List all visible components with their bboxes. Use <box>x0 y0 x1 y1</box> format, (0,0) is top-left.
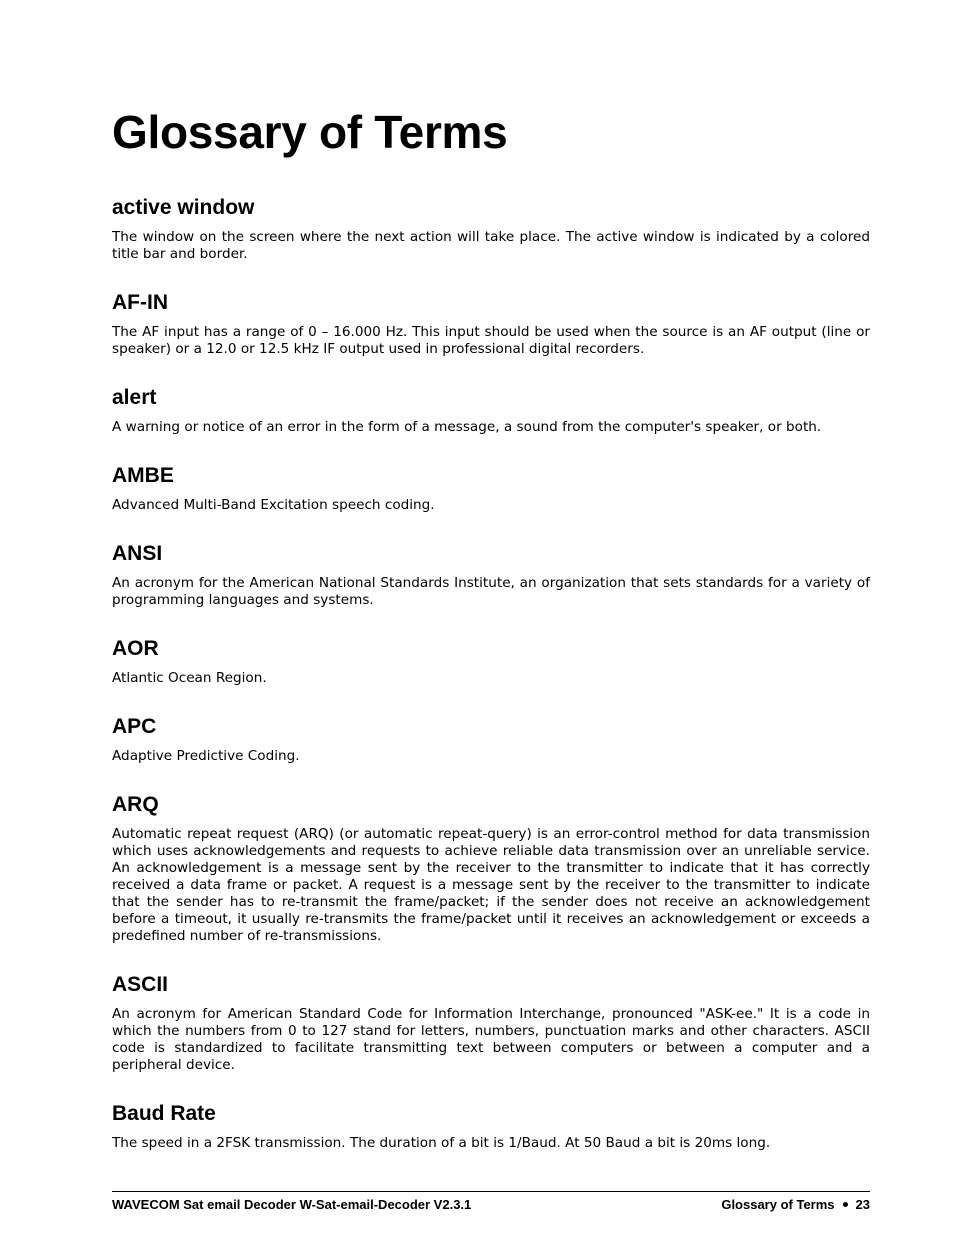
glossary-definition: The window on the screen where the next action will take place. The active window is indicated by a colored title bar and border. <box>112 229 870 262</box>
glossary-definition: An acronym for the American National Standards Institute, an organization that sets standards for a variety of programming languages and systems. <box>112 575 870 608</box>
glossary-entry <box>112 541 870 609</box>
page-number: 23 <box>855 1197 870 1212</box>
footer-section-title: Glossary of Terms <box>721 1197 835 1212</box>
glossary-entry <box>112 463 870 514</box>
glossary-term: AF-IN <box>112 291 168 314</box>
glossary-definition: Adaptive Predictive Coding. <box>112 748 300 764</box>
glossary-entry <box>112 385 870 436</box>
glossary-definition: Atlantic Ocean Region. <box>112 670 267 686</box>
glossary-term: active window <box>112 196 255 219</box>
glossary-definition: An acronym for American Standard Code for Information Interchange, pronounced "ASK-ee." It is a code in which the numbers from 0 to 127 stand for letters, numbers, punctuation marks and other characters. ASCII code is standardized to facilitate transmitting text between computers or between a computer and a peripheral device. <box>112 1006 870 1073</box>
glossary-entry <box>112 714 870 765</box>
glossary-term: APC <box>112 715 157 738</box>
glossary-definition: A warning or notice of an error in the form of a message, a sound from the computer's speaker, or both. <box>112 419 822 435</box>
glossary-definition: Advanced Multi-Band Excitation speech coding. <box>112 497 435 513</box>
glossary-definition: Automatic repeat request (ARQ) (or automatic repeat-query) is an error-control method for data transmission which uses acknowledgements and requests to achieve reliable data transmission over an unreliable service. An acknowledgement is a message sent by the receiver to the transmitter to indicate that it has correctly received a data frame or packet. A request is a message sent by the receiver to the transmitter to indicate that the sender has to re-transmit the frame/packet; if the sender does not receive an acknowledgement before a timeout, it usually re-transmits the frame/packet until it receives an acknowledgement or exceeds a predefined number of re-transmissions. <box>112 826 870 944</box>
glossary-definition: The speed in a 2FSK transmission. The duration of a bit is 1/Baud. At 50 Baud a bit is 20ms long. <box>112 1135 771 1151</box>
bullet-icon <box>843 1202 848 1207</box>
glossary-term: AOR <box>112 637 159 660</box>
glossary-entry <box>112 1101 870 1152</box>
glossary-term: AMBE <box>112 464 174 487</box>
glossary-term: ASCII <box>112 973 169 996</box>
glossary-entry <box>112 636 870 687</box>
glossary-term: alert <box>112 386 157 409</box>
glossary-entry <box>112 792 870 945</box>
glossary-definition: The AF input has a range of 0 – 16.000 Hz. This input should be used when the source is an AF output (line or speaker) or a 12.0 or 12.5 kHz IF output used in professional digital recorders. <box>112 324 870 357</box>
glossary-entry <box>112 972 870 1074</box>
footer-document-title: WAVECOM Sat email Decoder W-Sat-email-Decoder V2.3.1 <box>112 1197 472 1212</box>
glossary-entry <box>112 290 870 358</box>
glossary-term: ANSI <box>112 542 163 565</box>
page-title: Glossary of Terms <box>112 106 508 158</box>
footer-page-info <box>721 1197 870 1213</box>
page-footer <box>112 1191 870 1213</box>
glossary-term: ARQ <box>112 793 159 816</box>
glossary-term: Baud Rate <box>112 1102 216 1125</box>
glossary-entry <box>112 195 870 263</box>
